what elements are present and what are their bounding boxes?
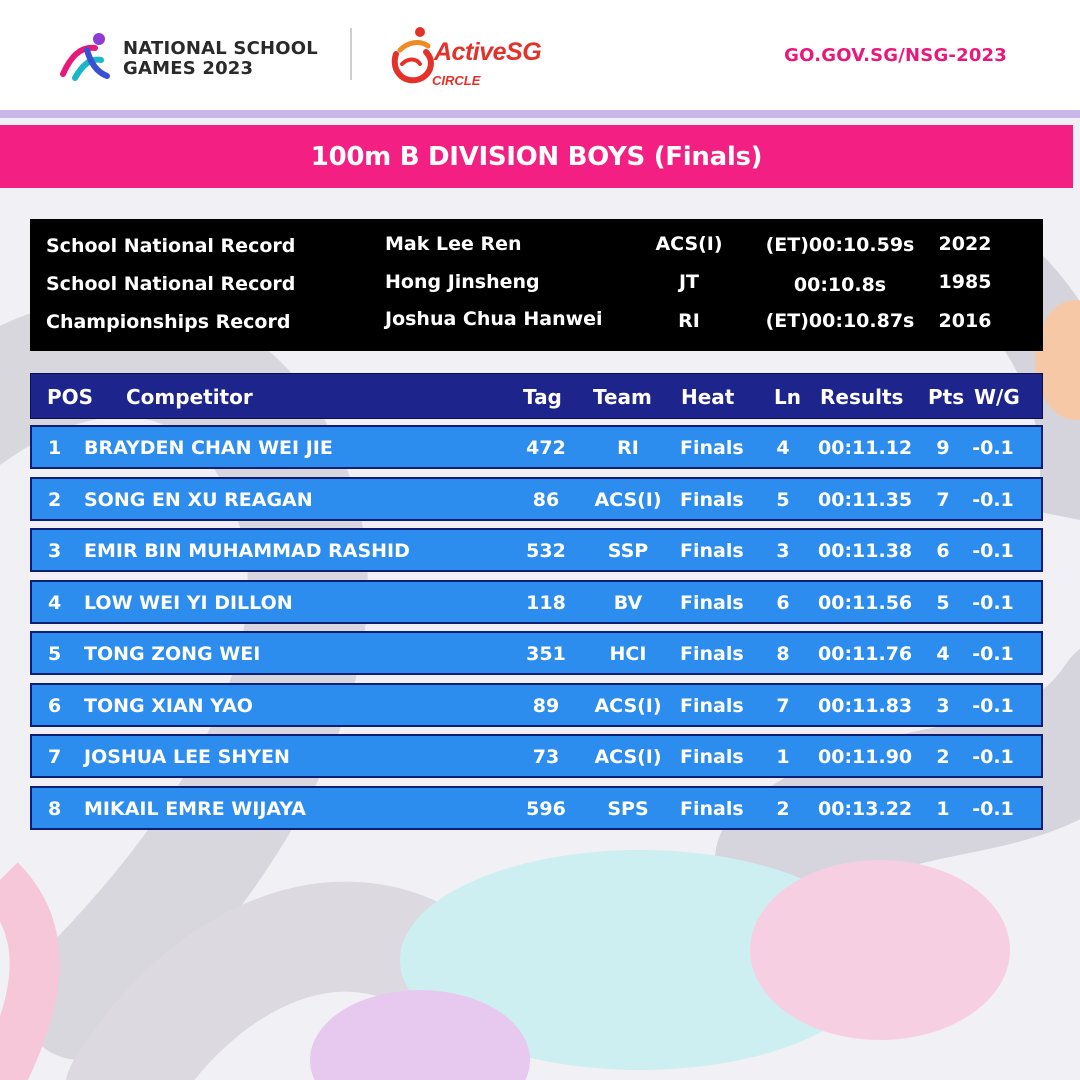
cell-points: 1 — [936, 798, 950, 820]
cell-competitor: SONG EN XU REAGAN — [84, 489, 313, 511]
cell-wind-gauge: -0.1 — [972, 540, 1014, 562]
cell-heat: Finals — [680, 643, 744, 665]
results-table-header — [30, 373, 1043, 419]
record-time: (ET)00:10.59s — [765, 234, 915, 256]
result-row — [30, 477, 1043, 521]
col-header-team: Team — [593, 385, 652, 409]
record-school: RI — [678, 310, 700, 332]
cell-pos: 4 — [48, 592, 62, 614]
record-row — [30, 227, 1043, 265]
cell-team: RI — [617, 437, 639, 459]
cell-points: 9 — [936, 437, 950, 459]
cell-pos: 8 — [48, 798, 62, 820]
website-url[interactable]: GO.GOV.SG/NSG-2023 — [784, 45, 1007, 66]
cell-points: 5 — [936, 592, 950, 614]
cell-team: ACS(I) — [594, 746, 662, 768]
col-header-wind-gauge: W/G — [974, 385, 1020, 409]
cell-result: 00:13.22 — [818, 798, 913, 820]
cell-wind-gauge: -0.1 — [972, 437, 1014, 459]
col-header-points: Pts — [928, 385, 965, 409]
activesg-wordmark: ActiveSG — [434, 38, 542, 66]
cell-lane: 6 — [776, 592, 790, 614]
cell-tag: 73 — [532, 746, 560, 768]
result-row — [30, 425, 1043, 469]
cell-pos: 3 — [48, 540, 62, 562]
cell-lane: 3 — [776, 540, 790, 562]
record-title: Championships Record — [46, 311, 291, 333]
record-time: 00:10.8s — [793, 274, 887, 296]
cell-wind-gauge: -0.1 — [972, 746, 1014, 768]
col-header-heat: Heat — [681, 385, 735, 409]
cell-wind-gauge: -0.1 — [972, 643, 1014, 665]
cell-result: 00:11.35 — [818, 489, 913, 511]
result-row — [30, 734, 1043, 778]
cell-competitor: TONG ZONG WEI — [84, 643, 261, 665]
result-row — [30, 580, 1043, 624]
cell-wind-gauge: -0.1 — [972, 489, 1014, 511]
record-year: 1985 — [938, 271, 992, 293]
cell-lane: 8 — [776, 643, 790, 665]
cell-wind-gauge: -0.1 — [972, 592, 1014, 614]
cell-result: 00:11.83 — [818, 695, 913, 717]
cell-lane: 2 — [776, 798, 790, 820]
cell-heat: Finals — [680, 746, 744, 768]
runner-logo-icon — [55, 30, 115, 82]
cell-team: HCI — [609, 643, 647, 665]
cell-tag: 472 — [526, 437, 566, 459]
cell-pos: 6 — [48, 695, 62, 717]
cell-result: 00:11.56 — [818, 592, 913, 614]
cell-team: SPS — [607, 798, 649, 820]
record-holder: Mak Lee Ren — [385, 233, 522, 255]
header-accent-stripe — [0, 110, 1080, 118]
cell-result: 00:11.90 — [818, 746, 913, 768]
col-header-competitor: Competitor — [126, 385, 253, 409]
cell-team: SSP — [607, 540, 649, 562]
record-holder: Hong Jinsheng — [385, 271, 540, 293]
activesg-circle-label: CIRCLE — [432, 73, 481, 88]
cell-heat: Finals — [680, 798, 744, 820]
cell-tag: 351 — [526, 643, 566, 665]
result-row — [30, 631, 1043, 675]
record-year: 2022 — [938, 233, 992, 255]
cell-competitor: MIKAIL EMRE WIJAYA — [84, 798, 306, 820]
cell-points: 4 — [936, 643, 950, 665]
cell-team: ACS(I) — [594, 695, 662, 717]
cell-heat: Finals — [680, 695, 744, 717]
record-row — [30, 303, 1043, 341]
cell-tag: 89 — [532, 695, 560, 717]
cell-competitor: BRAYDEN CHAN WEI JIE — [84, 437, 333, 459]
cell-wind-gauge: -0.1 — [972, 695, 1014, 717]
cell-points: 2 — [936, 746, 950, 768]
nsg-line-2: GAMES 2023 — [123, 58, 254, 79]
cell-lane: 4 — [776, 437, 790, 459]
cell-competitor: EMIR BIN MUHAMMAD RASHID — [84, 540, 410, 562]
event-title: 100m B DIVISION BOYS (Finals) — [310, 141, 763, 172]
result-row — [30, 786, 1043, 830]
record-school: JT — [678, 271, 700, 293]
record-row — [30, 265, 1043, 303]
record-year: 2016 — [938, 310, 992, 332]
cell-heat: Finals — [680, 592, 744, 614]
event-title-bar — [0, 125, 1073, 188]
cell-result: 00:11.38 — [818, 540, 913, 562]
record-time: (ET)00:10.87s — [765, 310, 915, 332]
cell-pos: 2 — [48, 489, 62, 511]
cell-tag: 596 — [526, 798, 566, 820]
header-bar — [0, 0, 1080, 110]
col-header-lane: Ln — [774, 385, 801, 409]
cell-pos: 5 — [48, 643, 62, 665]
cell-wind-gauge: -0.1 — [972, 798, 1014, 820]
record-title: School National Record — [46, 273, 296, 295]
cell-heat: Finals — [680, 489, 744, 511]
header-divider — [350, 28, 352, 80]
result-row — [30, 528, 1043, 572]
cell-points: 6 — [936, 540, 950, 562]
cell-heat: Finals — [680, 540, 744, 562]
cell-points: 3 — [936, 695, 950, 717]
record-school: ACS(I) — [655, 233, 723, 255]
cell-competitor: JOSHUA LEE SHYEN — [84, 746, 290, 768]
cell-lane: 1 — [776, 746, 790, 768]
nsg-wordmark — [123, 39, 318, 79]
cell-tag: 86 — [532, 489, 560, 511]
cell-lane: 5 — [776, 489, 790, 511]
cell-result: 00:11.12 — [818, 437, 913, 459]
cell-team: ACS(I) — [594, 489, 662, 511]
cell-competitor: LOW WEI YI DILLON — [84, 592, 293, 614]
col-header-tag: Tag — [523, 385, 562, 409]
cell-competitor: TONG XIAN YAO — [84, 695, 253, 717]
result-row — [30, 683, 1043, 727]
record-title: School National Record — [46, 235, 296, 257]
records-panel — [30, 219, 1043, 351]
nsg-logo — [55, 30, 318, 82]
cell-pos: 7 — [48, 746, 62, 768]
cell-heat: Finals — [680, 437, 744, 459]
cell-points: 7 — [936, 489, 950, 511]
cell-tag: 532 — [526, 540, 566, 562]
col-header-pos: POS — [47, 385, 94, 409]
cell-pos: 1 — [48, 437, 62, 459]
cell-lane: 7 — [776, 695, 790, 717]
activesg-logo — [386, 18, 576, 94]
nsg-line-1: NATIONAL SCHOOL — [123, 38, 318, 59]
cell-tag: 118 — [526, 592, 566, 614]
record-holder: Joshua Chua Hanwei — [385, 308, 603, 330]
cell-result: 00:11.76 — [818, 643, 913, 665]
cell-team: BV — [613, 592, 643, 614]
col-header-results: Results — [820, 385, 904, 409]
